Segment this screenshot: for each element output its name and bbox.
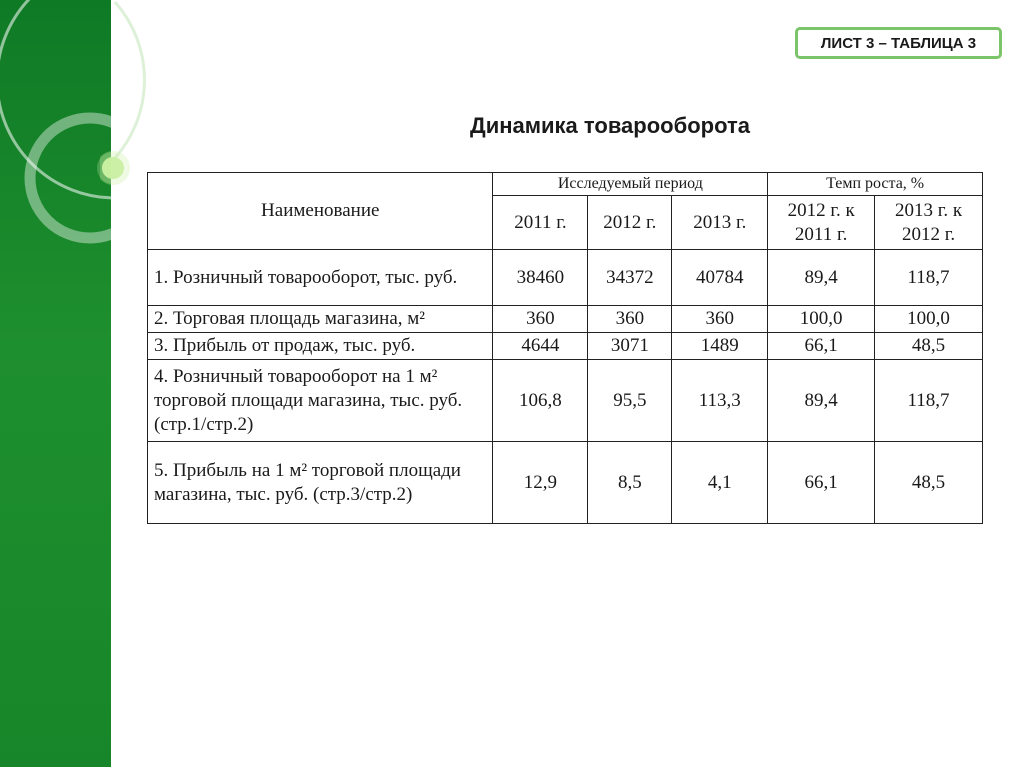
table-row (148, 306, 983, 333)
cell-2011: 360 (493, 306, 588, 333)
thick-ring (30, 118, 111, 238)
page-title: Динамика товарооборота (470, 113, 750, 138)
cell-2013: 1489 (672, 333, 768, 360)
table-row (148, 360, 983, 442)
cell-2011: 12,9 (493, 442, 588, 524)
header-growth-2012-2011: 2012 г. к 2011 г. (768, 196, 875, 250)
table-row (148, 333, 983, 360)
cell-growth-2: 118,7 (875, 250, 983, 306)
cell-growth-2: 48,5 (875, 333, 983, 360)
large-ring (0, 0, 111, 198)
cell-2013: 40784 (672, 250, 768, 306)
cell-2013: 360 (672, 306, 768, 333)
cell-growth-2: 100,0 (875, 306, 983, 333)
decorative-circles (0, 0, 111, 767)
row-name: 3. Прибыль от продаж, тыс. руб. (148, 333, 493, 360)
cell-growth-1: 66,1 (768, 442, 875, 524)
turnover-table (147, 172, 983, 524)
cell-growth-1: 89,4 (768, 360, 875, 442)
header-period-group: Исследуемый период (493, 173, 768, 196)
cell-growth-1: 89,4 (768, 250, 875, 306)
cell-2012: 8,5 (588, 442, 672, 524)
cell-2012: 34372 (588, 250, 672, 306)
cell-growth-1: 100,0 (768, 306, 875, 333)
large-ring-edge (115, 2, 144, 158)
row-name: 1. Розничный товарооборот, тыс. руб. (148, 250, 493, 306)
header-name: Наименование (148, 173, 493, 250)
cell-2013: 4,1 (672, 442, 768, 524)
cell-2013: 113,3 (672, 360, 768, 442)
cell-2012: 95,5 (588, 360, 672, 442)
cell-2012: 360 (588, 306, 672, 333)
cell-2012: 3071 (588, 333, 672, 360)
row-name: 5. Прибыль на 1 м² торговой площади магазина, тыс. руб. (стр.3/стр.2) (148, 442, 493, 524)
header-year-2011: 2011 г. (493, 196, 588, 250)
header-year-2012: 2012 г. (588, 196, 672, 250)
decorative-sidebar (0, 0, 111, 767)
cell-growth-2: 118,7 (875, 360, 983, 442)
header-row-groups (148, 173, 983, 196)
table-row (148, 442, 983, 524)
glow-halo-edge (100, 151, 130, 185)
table-row (148, 250, 983, 306)
cell-2011: 106,8 (493, 360, 588, 442)
cell-2011: 38460 (493, 250, 588, 306)
header-growth-2013-2012: 2013 г. к 2012 г. (875, 196, 983, 250)
row-name: 2. Торговая площадь магазина, м² (148, 306, 493, 333)
row-name: 4. Розничный товарооборот на 1 м² торговой площади магазина, тыс. руб. (стр.1/стр.2) (148, 360, 493, 442)
header-year-2013: 2013 г. (672, 196, 768, 250)
cell-growth-1: 66,1 (768, 333, 875, 360)
header-growth-group: Темп роста, % (768, 173, 983, 196)
sheet-label-badge: ЛИСТ 3 – ТАБЛИЦА 3 (795, 27, 1002, 59)
cell-growth-2: 48,5 (875, 442, 983, 524)
cell-2011: 4644 (493, 333, 588, 360)
